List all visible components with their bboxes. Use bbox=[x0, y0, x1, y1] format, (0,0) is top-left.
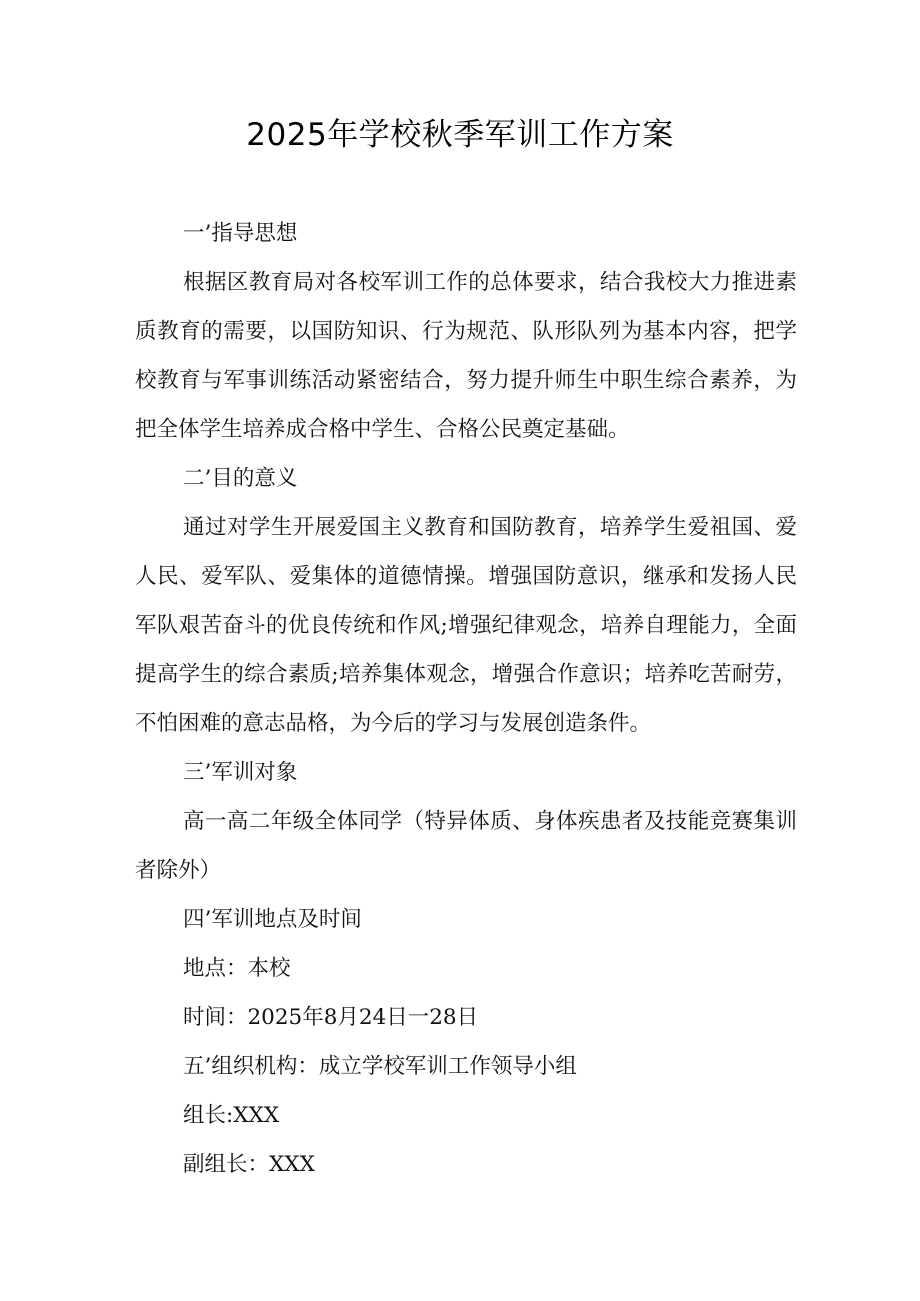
document-title: 2025年学校秋季军训工作方案 bbox=[246, 117, 674, 153]
section-1-body: 根据区教育局对各校军训工作的总体要求，结合我校大力推进素质教育的需要，以国防知识、行为规范、队形队列为基本内容，把学校教育与军事训练活动紧密结合，努力提升师生中职生综合素养，为把全体学生培养成合格中学生、合格公民奠定基础。 bbox=[135, 270, 797, 442]
section-4-heading: 四’军训地点及时间 bbox=[183, 907, 362, 932]
training-location: 地点：本校 bbox=[183, 956, 291, 981]
section-3-body: 高一高二年级全体同学（特异体质、身体疾患者及技能竞赛集训者除外） bbox=[135, 809, 797, 883]
deputy-group-leader: 副组长：XXX bbox=[183, 1152, 315, 1177]
section-5-heading: 五’组织机构：成立学校军训工作领导小组 bbox=[183, 1054, 577, 1079]
section-2-body: 通过对学生开展爱国主义教育和国防教育，培养学生爱祖国、爱人民、爱军队、爱集体的道德情操。增强国防意识，继承和发扬人民军队艰苦奋斗的优良传统和作风;增强纪律观念，培养自理能力，全面提高学生的综合素质;培养集体观念，增强合作意识；培养吃苦耐劳，不怕困难的意志品格，为今后的学习与发展创造条件。 bbox=[135, 515, 797, 736]
training-time: 时间：2025年8月24日一28日 bbox=[183, 1005, 479, 1030]
section-1-heading: 一’指导思想 bbox=[183, 221, 298, 246]
section-3-heading: 三’军训对象 bbox=[183, 760, 298, 785]
group-leader: 组长:XXX bbox=[183, 1103, 280, 1128]
section-2-heading: 二’目的意义 bbox=[183, 466, 298, 491]
